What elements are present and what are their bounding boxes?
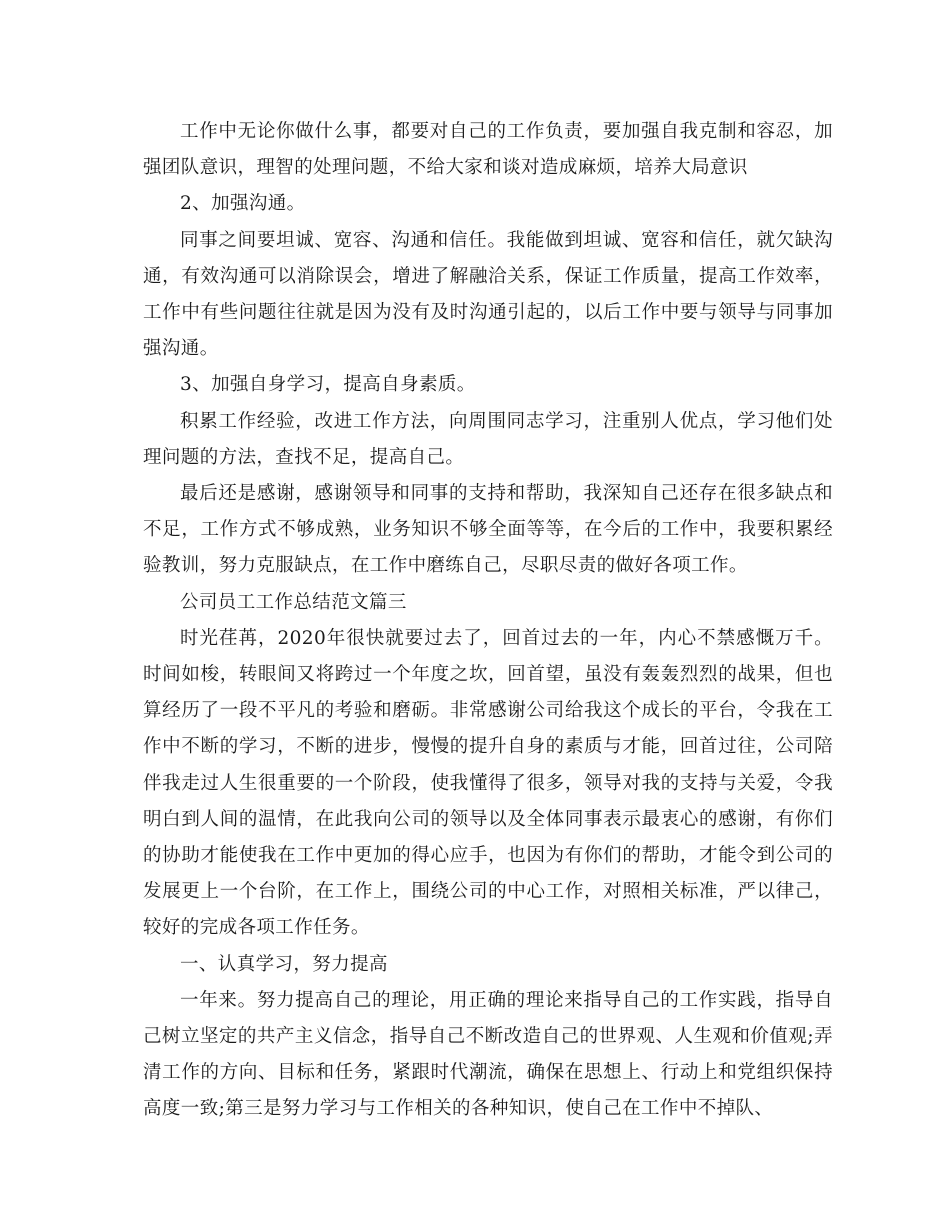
paragraph: 一年来。努力提高自己的理论，用正确的理论来指导自己的工作实践，指导自己树立坚定的共产主义信念，指导自己不断改造自己的世界观、人生观和价值观;弄清工作的方向、目标和任务，紧跟时代潮流，确保在思想上、行动上和党组织保持高度一致;第三是努力学习与工作相关的各种知识，使自己在工作中不掉队、 bbox=[143, 989, 833, 1120]
paragraph: 最后还是感谢，感谢领导和同事的支持和帮助，我深知自己还存在很多缺点和不足，工作方式不够成熟，业务知识不够全面等等，在今后的工作中，我要积累经验教训，努力克服缺点，在工作中磨练自己，尽职尽责的做好各项工作。 bbox=[143, 483, 833, 577]
section-heading: 2、加强沟通。 bbox=[180, 193, 306, 215]
section-heading: 3、加强自身学习，提高自身素质。 bbox=[180, 374, 476, 396]
paragraph: 时光荏苒，2020年很快就要过去了，回首过去的一年，内心不禁感慨万千。时间如梭，转眼间又将跨过一个年度之坎，回首望，虽没有轰轰烈烈的战果，但也算经历了一段不平凡的考验和磨砺。非常感谢公司给我这个成长的平台，令我在工作中不断的学习，不断的进步，慢慢的提升自身的素质与才能，回首过往，公司陪伴我走过人生很重要的一个阶段，使我懂得了很多，领导对我的支持与关爱，令我明白到人间的温情，在此我向公司的领导以及全体同事表示最衷心的感谢，有你们的协助才能使我在工作中更加的得心应手，也因为有你们的帮助，才能令到公司的发展更上一个台阶，在工作上，围绕公司的中心工作，对照相关标准，严以律己，较好的完成各项工作任务。 bbox=[143, 627, 833, 939]
section-heading: 一、认真学习，努力提高 bbox=[180, 953, 388, 975]
paragraph: 工作中无论你做什么事，都要对自己的工作负责，要加强自我克制和容忍，加强团队意识，理智的处理问题，不给大家和谈对造成麻烦，培养大局意识 bbox=[143, 121, 833, 179]
paragraph: 积累工作经验，改进工作方法，向周围同志学习，注重别人优点，学习他们处理问题的方法，查找不足，提高自己。 bbox=[143, 410, 833, 468]
document-body bbox=[143, 114, 833, 1128]
paragraph: 同事之间要坦诚、宽容、沟通和信任。我能做到坦诚、宽容和信任，就欠缺沟通，有效沟通可以消除误会，增进了解融洽关系，保证工作质量，提高工作效率，工作中有些问题往往就是因为没有及时沟通引起的，以后工作中要与领导与同事加强沟通。 bbox=[143, 229, 833, 360]
article-title: 公司员工工作总结范文篇三 bbox=[180, 591, 407, 613]
